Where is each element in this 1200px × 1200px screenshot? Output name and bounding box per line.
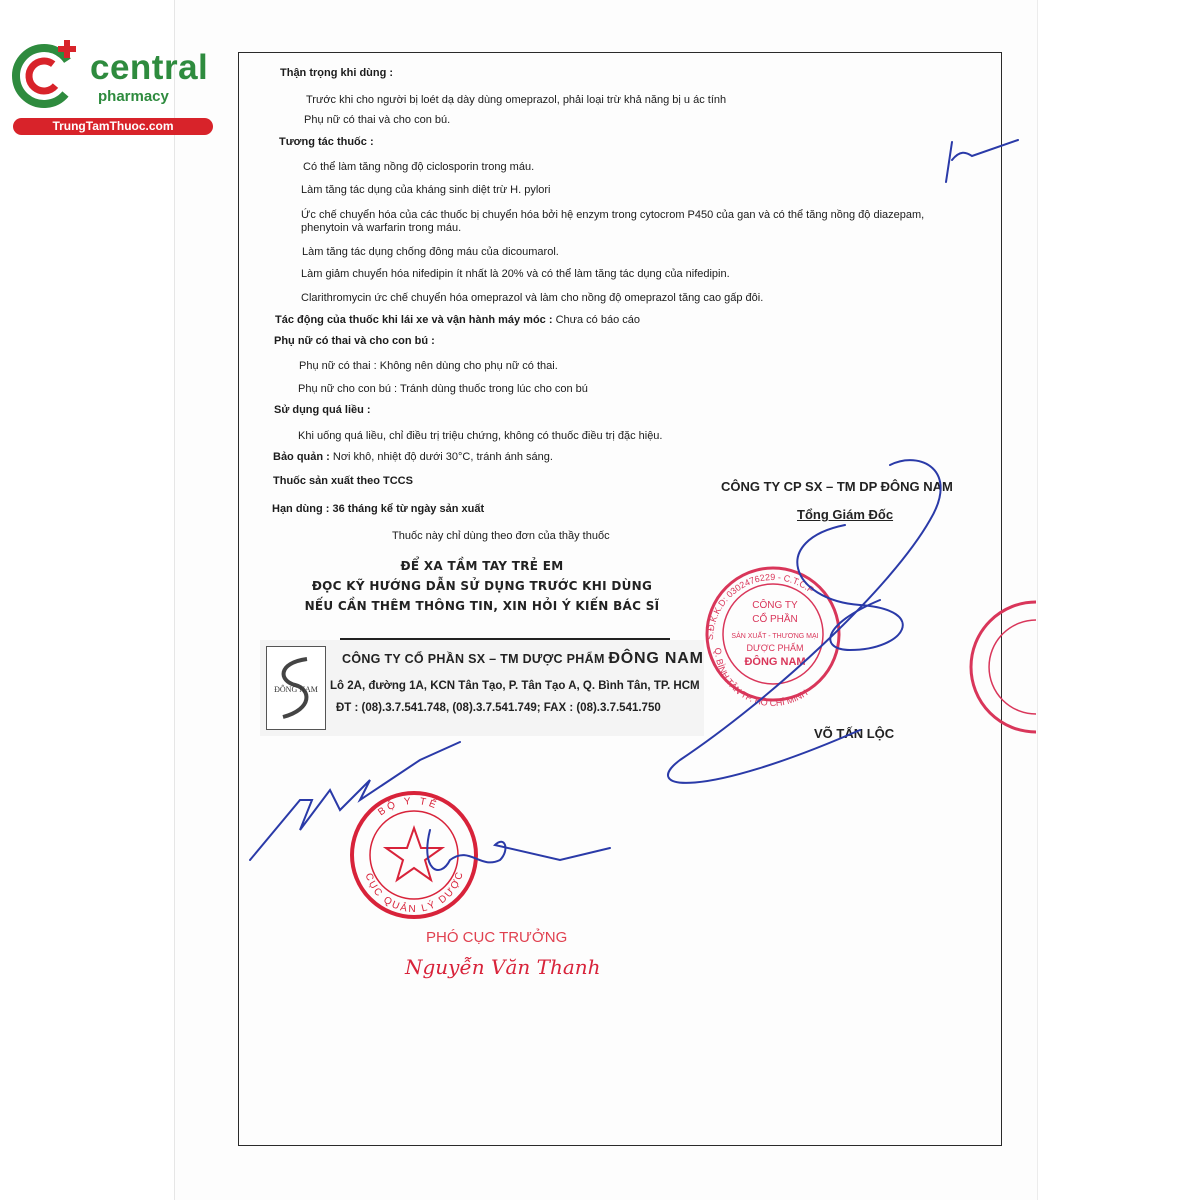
- partial-stamp: [971, 602, 1036, 732]
- ministry-stamp-top: BỘ Y TẾ: [376, 795, 441, 819]
- manufacturer-name-prefix: CÔNG TY CỔ PHẦN SX – TM DƯỢC PHẨM: [342, 652, 609, 666]
- manufacturer-phone: ĐT : (08).3.7.541.748, (08).3.7.541.749; FAX : (08).3.7.541.750: [336, 702, 661, 714]
- logo-url[interactable]: TrungTamThuoc.com: [13, 118, 213, 135]
- warning-line: ĐỂ XA TẦM TAY TRẺ EM: [400, 559, 564, 573]
- signatory-name: VÕ TẤN LỘC: [814, 726, 895, 741]
- driving-title: Tác động của thuốc khi lái xe và vận hành máy móc :: [275, 314, 553, 326]
- pregnancy-title: Phụ nữ có thai và cho con bú :: [274, 335, 435, 347]
- interaction-line: Có thể làm tăng nồng độ ciclosporin trong máu.: [303, 161, 535, 173]
- pregnancy-line: Phụ nữ cho con bú : Tránh dùng thuốc trong lúc cho con bú: [298, 383, 588, 395]
- company-stamp-inner: ĐÔNG NAM: [744, 656, 806, 668]
- interaction-line: Làm giảm chuyển hóa nifedipin ít nhất là 20% và có thể làm tăng tác dụng của nifedipin.: [301, 268, 730, 280]
- overdose-title: Sử dụng quá liều :: [274, 404, 371, 416]
- ink-signatures: [250, 140, 1018, 870]
- company-stamp-inner: CÔNG TY: [752, 600, 798, 611]
- company-stamp: [705, 568, 839, 708]
- prescription-note: Thuốc này chỉ dùng theo đơn của thầy thuốc: [392, 530, 610, 542]
- caution-line: Trước khi cho người bị loét dạ dày dùng omeprazol, phải loại trừ khả năng bị u ác tính: [306, 94, 727, 106]
- storage-value: Nơi khô, nhiệt độ dưới 30°C, tránh ánh sáng.: [329, 451, 553, 463]
- approval-title: PHÓ CỤC TRƯỞNG: [426, 929, 568, 946]
- expiry-title: Hạn dùng :: [272, 503, 330, 515]
- company-stamp-outer: S.Đ.K.K.D: 0302476229 - C.T.C.P: [704, 571, 816, 641]
- interaction-line: Ức chế chuyển hóa của các thuốc bị chuyển hóa bởi hệ enzym trong cytocrom P450 của gan và có thể tăng nồng độ diazepam,: [301, 209, 925, 221]
- signatory-role: Tổng Giám Đốc: [797, 507, 894, 522]
- signatory-company: CÔNG TY CP SX – TM DP ĐÔNG NAM: [721, 479, 953, 494]
- driving-value: Chưa có báo cáo: [552, 314, 641, 326]
- company-stamp-inner: SẢN XUẤT - THƯƠNG MẠI: [731, 633, 819, 640]
- caution-line: Phụ nữ có thai và cho con bú.: [304, 114, 451, 126]
- storage-title: Bảo quản :: [273, 451, 330, 463]
- interaction-line: Làm tăng tác dụng chống đông máu của dicoumarol.: [302, 246, 559, 258]
- manufacturer-logo-text: ĐÔNG NAM: [274, 685, 318, 694]
- interaction-title: Tương tác thuốc :: [279, 136, 374, 148]
- interaction-line: Clarithromycin ức chế chuyển hóa omeprazol và làm cho nồng độ omeprazol tăng cao gấp đôi.: [301, 292, 764, 304]
- company-stamp-bottom: Q. BÌNH TÂN TP. HỒ CHÍ MINH: [712, 647, 810, 709]
- svg-text:CỤC QUẢN LÝ DƯỢC: [363, 869, 467, 915]
- company-stamp-inner: CỔ PHẦN: [752, 614, 798, 625]
- approval-name: Nguyễn Văn Thanh: [405, 955, 601, 979]
- manufacturer-address: Lô 2A, đường 1A, KCN Tân Tạo, P. Tân Tạo A, Q. Bình Tân, TP. HCM: [330, 680, 700, 692]
- manufacturer-name-brand: ĐÔNG NAM: [608, 650, 704, 667]
- overdose-line: Khi uống quá liều, chỉ điều trị triệu chứng, không có thuốc điều trị đặc hiệu.: [298, 430, 663, 442]
- standard-line: Thuốc sản xuất theo TCCS: [273, 475, 413, 487]
- warning-line: ĐỌC KỸ HƯỚNG DẪN SỬ DỤNG TRƯỚC KHI DÙNG: [311, 579, 653, 593]
- expiry-value: 36 tháng kể từ ngày sản xuất: [329, 503, 485, 515]
- ministry-stamp-bottom: CỤC QUẢN LÝ DƯỢC: [362, 869, 467, 916]
- company-stamp-inner: DƯỢC PHẨM: [746, 643, 804, 653]
- warning-line: NẾU CẦN THÊM THÔNG TIN, XIN HỎI Ý KIẾN BÁC SĨ: [304, 599, 660, 613]
- pregnancy-line: Phụ nữ có thai : Không nên dùng cho phụ nữ có thai.: [299, 360, 558, 372]
- logo-brand: central: [90, 48, 209, 87]
- caution-title: Thận trọng khi dùng :: [280, 67, 394, 79]
- interaction-line: Làm tăng tác dụng của kháng sinh diệt trừ H. pylori: [301, 184, 551, 196]
- interaction-line: phenytoin và warfarin trong máu.: [301, 222, 462, 234]
- logo-subtitle: pharmacy: [98, 88, 169, 105]
